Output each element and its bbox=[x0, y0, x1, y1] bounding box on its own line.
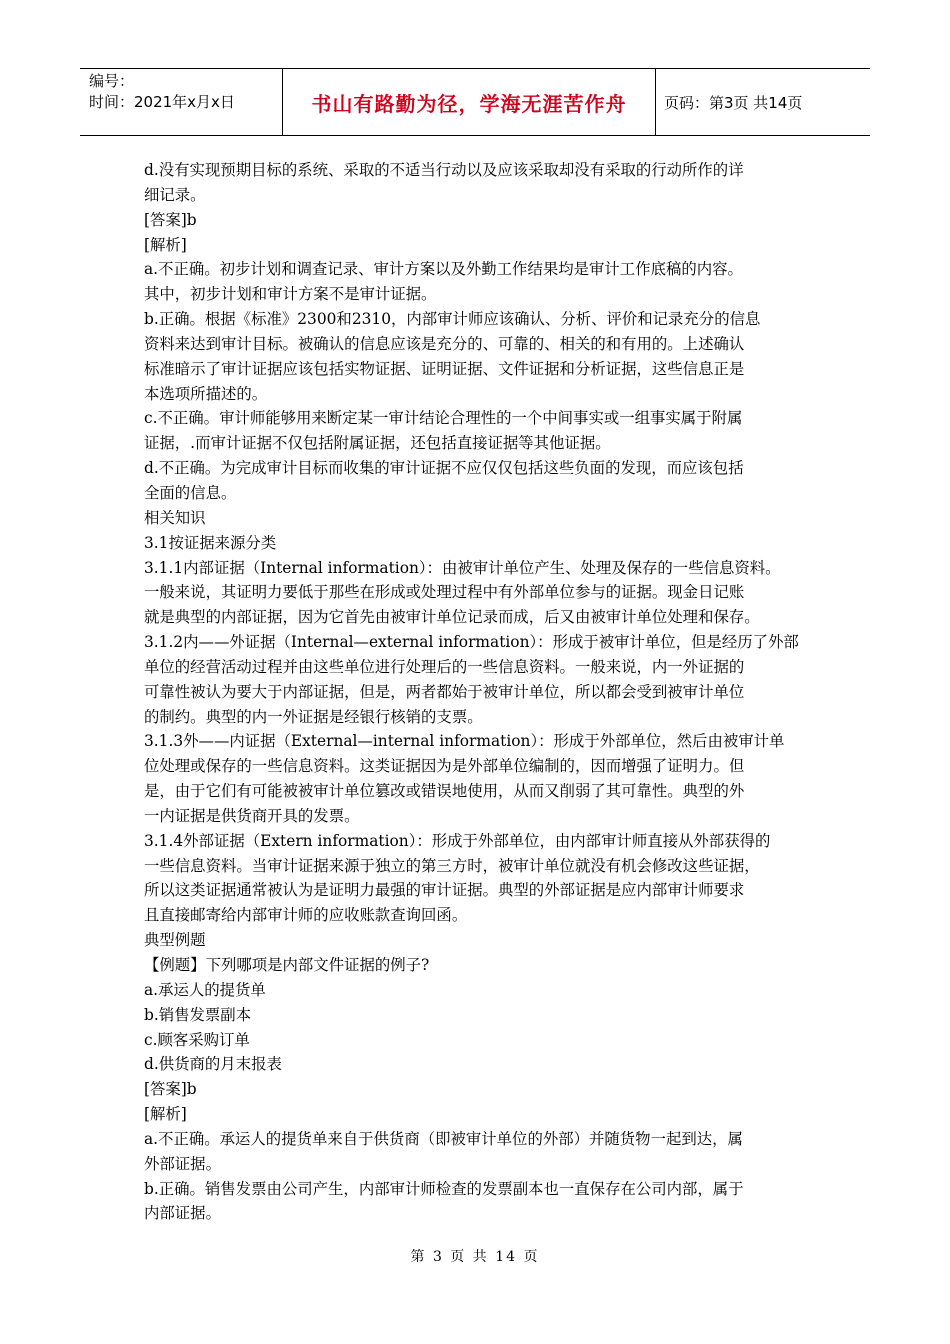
text-line: 单位的经营活动过程并由这些单位进行处理后的一些信息资料。一般来说，内一外证据的 bbox=[144, 657, 745, 676]
text-line: b.销售发票副本 bbox=[144, 1005, 252, 1024]
text-line: 3.1按证据来源分类 bbox=[144, 533, 277, 552]
text-line: [解析] bbox=[144, 1105, 187, 1124]
header-page-info: 页码：第3页 共14页 bbox=[664, 93, 803, 112]
text-line: 3.1.2内——外证据（Internal—external information）：形成于被审计单位，但是经历了外部 bbox=[144, 633, 799, 652]
text-line: 是，由于它们有可能被被审计单位篡改或错误地使用，从而又削弱了其可靠性。典型的外 bbox=[144, 782, 745, 801]
text-line: [答案]b bbox=[144, 210, 197, 229]
text-line: [答案]b bbox=[144, 1080, 197, 1099]
text-line: 相关知识 bbox=[144, 508, 206, 527]
document-number-label: 编号： bbox=[89, 72, 135, 90]
text-line: b.正确。根据《标准》2300和2310，内部审计师应该确认、分析、评价和记录充分的信息 bbox=[144, 310, 761, 329]
text-line: 其中，初步计划和审计方案不是审计证据。 bbox=[144, 285, 437, 304]
text-line: 的制约。典型的内一外证据是经银行核销的支票。 bbox=[144, 707, 483, 726]
text-line: 标准暗示了审计证据应该包括实物证据、证明证据、文件证据和分析证据，这些信息正是 bbox=[144, 359, 745, 378]
text-line: 位处理或保存的一些信息资料。这类证据因为是外部单位编制的，因而增强了证明力。但 bbox=[144, 757, 745, 776]
text-line: b.正确。销售发票由公司产生，内部审计师检查的发票副本也一直保存在公司内部，属于 bbox=[144, 1179, 744, 1198]
page-footer: 第 3 页 共 14 页 bbox=[410, 1249, 540, 1265]
header-motto: 书山有路勤为径，学海无涯苦作舟 bbox=[311, 91, 627, 116]
text-line: 外部证据。 bbox=[144, 1154, 221, 1173]
document-body bbox=[144, 158, 814, 1226]
text-line: 本选项所描述的。 bbox=[144, 384, 268, 403]
text-line: 就是典型的内部证据，因为它首先由被审计单位记录而成，后又由被审计单位处理和保存。 bbox=[144, 608, 760, 627]
text-line: 证据，.而审计证据不仅包括附属证据，还包括直接证据等其他证据。 bbox=[144, 434, 611, 453]
text-line: a.不正确。承运人的提货单来自于供货商（即被审计单位的外部）并随货物一起到达，属 bbox=[144, 1129, 743, 1148]
header-divider-right bbox=[655, 69, 656, 135]
text-line: d.没有实现预期目标的系统、采取的不适当行动以及应该采取却没有采取的行动所作的详 bbox=[144, 161, 744, 179]
text-line: 一内证据是供货商开具的发票。 bbox=[144, 806, 360, 825]
text-line: 一般来说，其证明力要低于那些在形成或处理过程中有外部单位参与的证据。现金日记账 bbox=[144, 583, 745, 602]
text-line: c.不正确。审计师能够用来断定某一审计结论合理性的一个中间事实或一组事实属于附属 bbox=[144, 409, 743, 428]
text-line: 资料来达到审计目标。被确认的信息应该是充分的、可靠的、相关的和有用的。上述确认 bbox=[144, 334, 745, 353]
text-line: 且直接邮寄给内部审计师的应收账款查询回函。 bbox=[144, 906, 468, 925]
header-meta bbox=[89, 71, 235, 113]
text-line: 3.1.1内部证据（Internal information）：由被审计单位产生、处理及保存的一些信息资料。 bbox=[144, 558, 781, 577]
text-line: 一些信息资料。当审计证据来源于独立的第三方时，被审计单位就没有机会修改这些证据， bbox=[144, 856, 760, 875]
text-line: a.不正确。初步计划和调查记录、审计方案以及外勤工作结果均是审计工作底稿的内容。 bbox=[144, 260, 743, 279]
text-line: 【例题】下列哪项是内部文件证据的例子? bbox=[144, 956, 430, 974]
document-date: 时间：2021年x月x日 bbox=[89, 93, 235, 111]
text-line: a.承运人的提货单 bbox=[144, 980, 266, 999]
text-line: 细记录。 bbox=[144, 185, 206, 204]
text-line: d.不正确。为完成审计目标而收集的审计证据不应仅仅包括这些负面的发现，而应该包括 bbox=[144, 459, 744, 478]
page-header bbox=[80, 68, 870, 136]
text-line: 全面的信息。 bbox=[144, 483, 237, 502]
text-line: [解析] bbox=[144, 235, 187, 254]
text-line: 所以这类证据通常被认为是证明力最强的审计证据。典型的外部证据是应内部审计师要求 bbox=[144, 881, 745, 900]
text-line: 3.1.3外——内证据（External—internal information）：形成于外部单位，然后由被审计单 bbox=[144, 732, 785, 751]
text-line: d.供货商的月末报表 bbox=[144, 1055, 282, 1074]
text-line: 内部证据。 bbox=[144, 1204, 221, 1223]
text-line: 典型例题 bbox=[144, 931, 206, 950]
text-line: 可靠性被认为要大于内部证据，但是，两者都始于被审计单位，所以都会受到被审计单位 bbox=[144, 682, 745, 701]
text-line: c.顾客采购订单 bbox=[144, 1030, 250, 1049]
text-line: 3.1.4外部证据（Extern information）：形成于外部单位，由内部审计师直接从外部获得的 bbox=[144, 831, 771, 850]
